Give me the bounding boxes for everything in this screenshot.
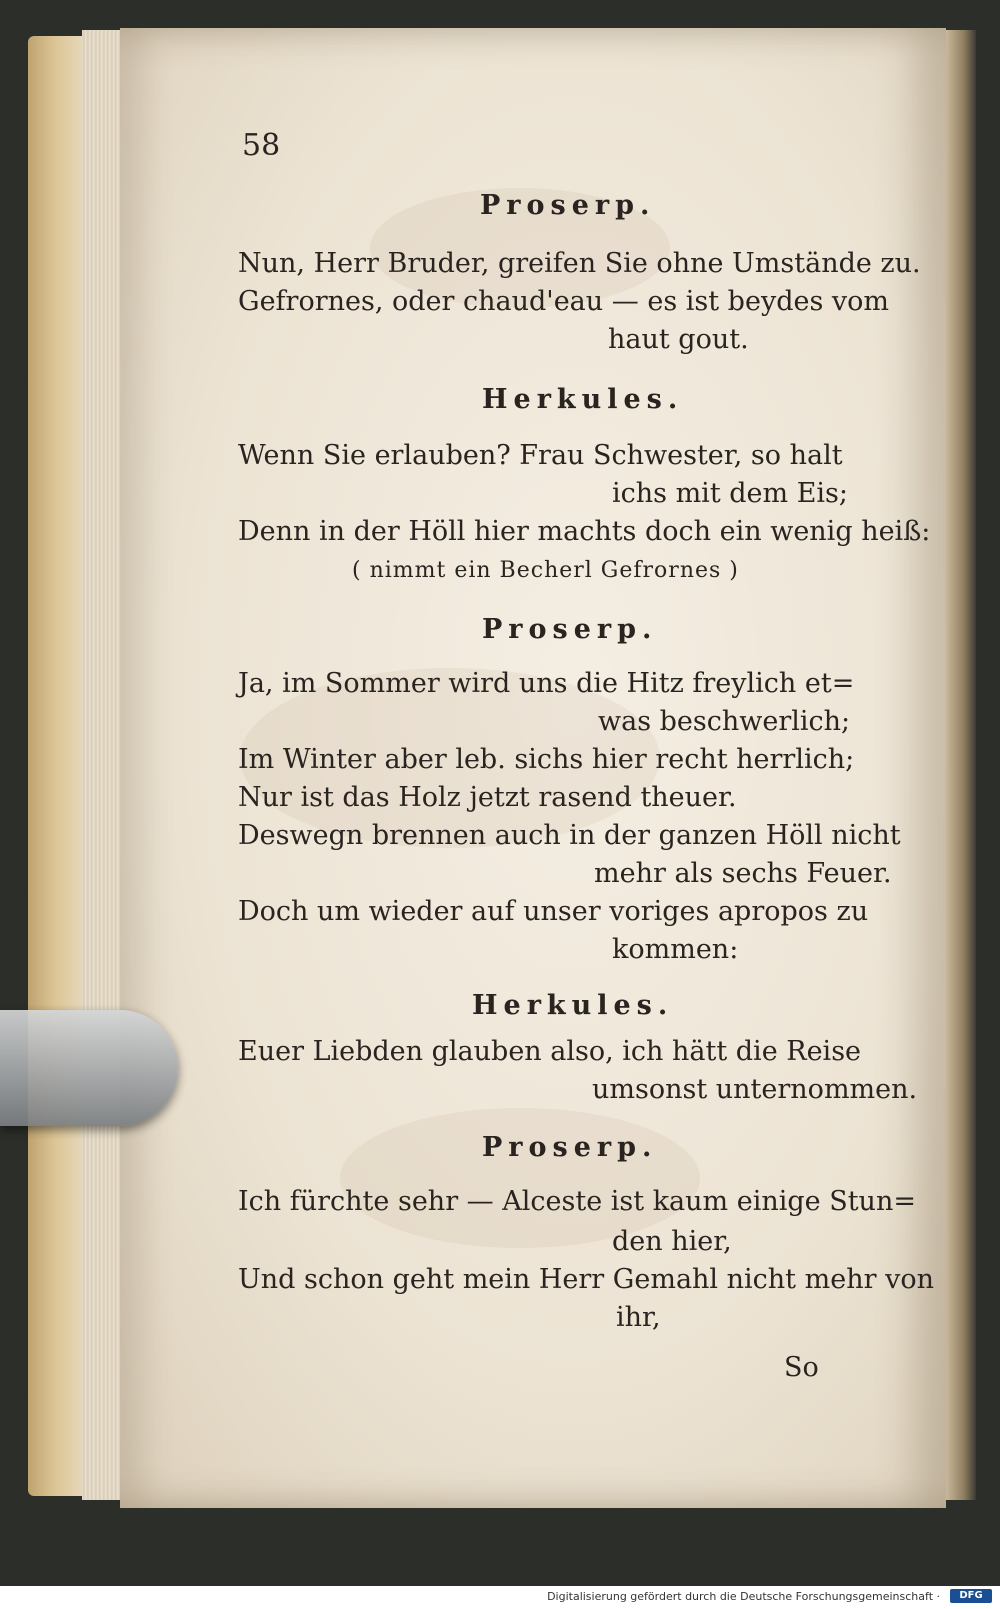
catchword: So	[784, 1352, 819, 1383]
speaker-name: Herkules.	[472, 990, 674, 1021]
facing-page-edge	[946, 30, 976, 1500]
speaker-name: Proserp.	[482, 614, 658, 645]
verse-line: Ich fürchte sehr — Alceste ist kaum einige Stun=	[238, 1186, 916, 1217]
speaker-name: Proserp.	[480, 190, 656, 221]
verse-continuation: ihr,	[616, 1302, 661, 1333]
verse-line: Denn in der Höll hier machts doch ein wenig heiß:	[238, 516, 931, 547]
verse-continuation: mehr als sechs Feuer.	[594, 858, 892, 889]
verse-line: Gefrornes, oder chaud'eau — es ist beydes vom	[238, 286, 890, 317]
verse-line: Deswegn brennen auch in der ganzen Höll nicht	[238, 820, 901, 851]
verse-continuation: umsonst unternommen.	[592, 1074, 918, 1105]
stage-direction: ( nimmt ein Becherl Gefrornes )	[352, 558, 739, 583]
verse-line: Und schon geht mein Herr Gemahl nicht mehr von	[238, 1264, 934, 1295]
verse-line: Euer Liebden glauben also, ich hätt die Reise	[238, 1036, 862, 1067]
verse-line: Nur ist das Holz jetzt rasend theuer.	[238, 782, 737, 813]
verse-continuation: den hier,	[612, 1226, 732, 1257]
verse-line: Ja, im Sommer wird uns die Hitz freylich et=	[238, 668, 855, 699]
verse-line: Doch um wieder auf unser voriges apropos zu	[238, 896, 869, 927]
verse-continuation: kommen:	[612, 934, 739, 965]
speaker-name: Herkules.	[482, 384, 684, 415]
dfg-logo: DFG	[950, 1589, 992, 1603]
verse-continuation: ichs mit dem Eis;	[612, 478, 848, 509]
footer-credit: Digitalisierung gefördert durch die Deutsche Forschungsgemeinschaft ·	[547, 1590, 940, 1603]
verse-line: Im Winter aber leb. sichs hier recht herrlich;	[238, 744, 855, 775]
verse-continuation: was beschwerlich;	[598, 706, 851, 737]
page-marker-tab	[0, 1010, 178, 1126]
verse-line: Nun, Herr Bruder, greifen Sie ohne Umstände zu.	[238, 248, 921, 279]
speaker-name: Proserp.	[482, 1132, 658, 1163]
page-number: 58	[242, 128, 281, 163]
verse-continuation: haut gout.	[608, 324, 749, 355]
page-stack	[82, 30, 122, 1500]
book-edge	[28, 36, 88, 1496]
verse-line: Wenn Sie erlauben? Frau Schwester, so halt	[238, 440, 843, 471]
